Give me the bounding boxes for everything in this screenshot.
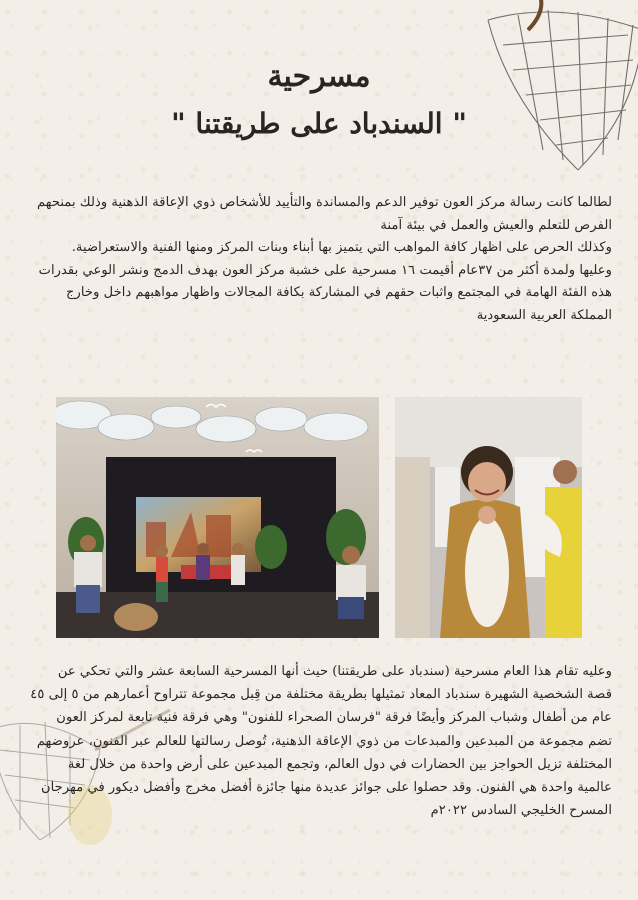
intro-paragraph-2: وكذلك الحرص على اظهار كافة المواهب التي يتميز بها أبناء وبنات المركز ومنها الفنية والاستعراضية. — [71, 240, 612, 255]
play-name-title: " السندباد على طريقتنا " — [171, 107, 467, 140]
intro-text — [30, 192, 612, 327]
child-costume-photo — [395, 397, 582, 638]
intro-paragraph-1: لطالما كانت رسالة مركز العون توفير الدعم والمساندة والتأييد للأشخاص ذوي الإعاقة الذهنية وذلك بمنحهم الفرص للتعلم والعيش والعمل في بيئة آمنة — [37, 195, 612, 233]
page-title: مسرحية — [267, 59, 371, 94]
intro-paragraph-3: وعليها ولمدة أكثر من ٣٧عام أقيمت ١٦ مسرحية على خشبة مركز العون بهدف الدمج ونشر الوعي بقدرات هذه الفئة الهامة في المجتمع واثبات حقهم في المشاركة بكافة المجالات واظهار مواهبهم داخل وخارج المملكة العربية السعودية — [38, 262, 612, 323]
closing-text — [30, 660, 612, 822]
title-block — [0, 58, 638, 144]
closing-paragraph: وعليه تقام هذا العام مسرحية (سندباد على طريقتنا) حيث أنها المسرحية السابعة عشر والتي تحكي عن قصة الشخصية الشهيرة سندباد المعاد تمثيلها بطريقة مختلفة من قِبل مجموعة تتراوح أعمارهم من ٥ إلى ٤٥ عام من أطفال وشباب المركز وأيضًا فرقة "فرسان الصحراء للفنون" وهي فرقة فنية تابعة لمركز العون تضم مجموعة من المبدعين والمبدعات من ذوي الإعاقة الذهنية، تُوصل رسالتها للعالم عبر الفنون، عروضهم المختلفة تزيل الحواجز بين الحضارات في دول العالم، وتجمع المبدعين على أرض واحدة من خلال لغة عالمية واحدة هي الفنون. وقد حصلوا على جوائز عديدة منها جائزة أفضل مخرج وأفضل ديكور في مهرجان المسرح الخليجي السادس ٢٠٢٢م — [30, 664, 612, 819]
stage-performance-photo — [56, 397, 379, 638]
